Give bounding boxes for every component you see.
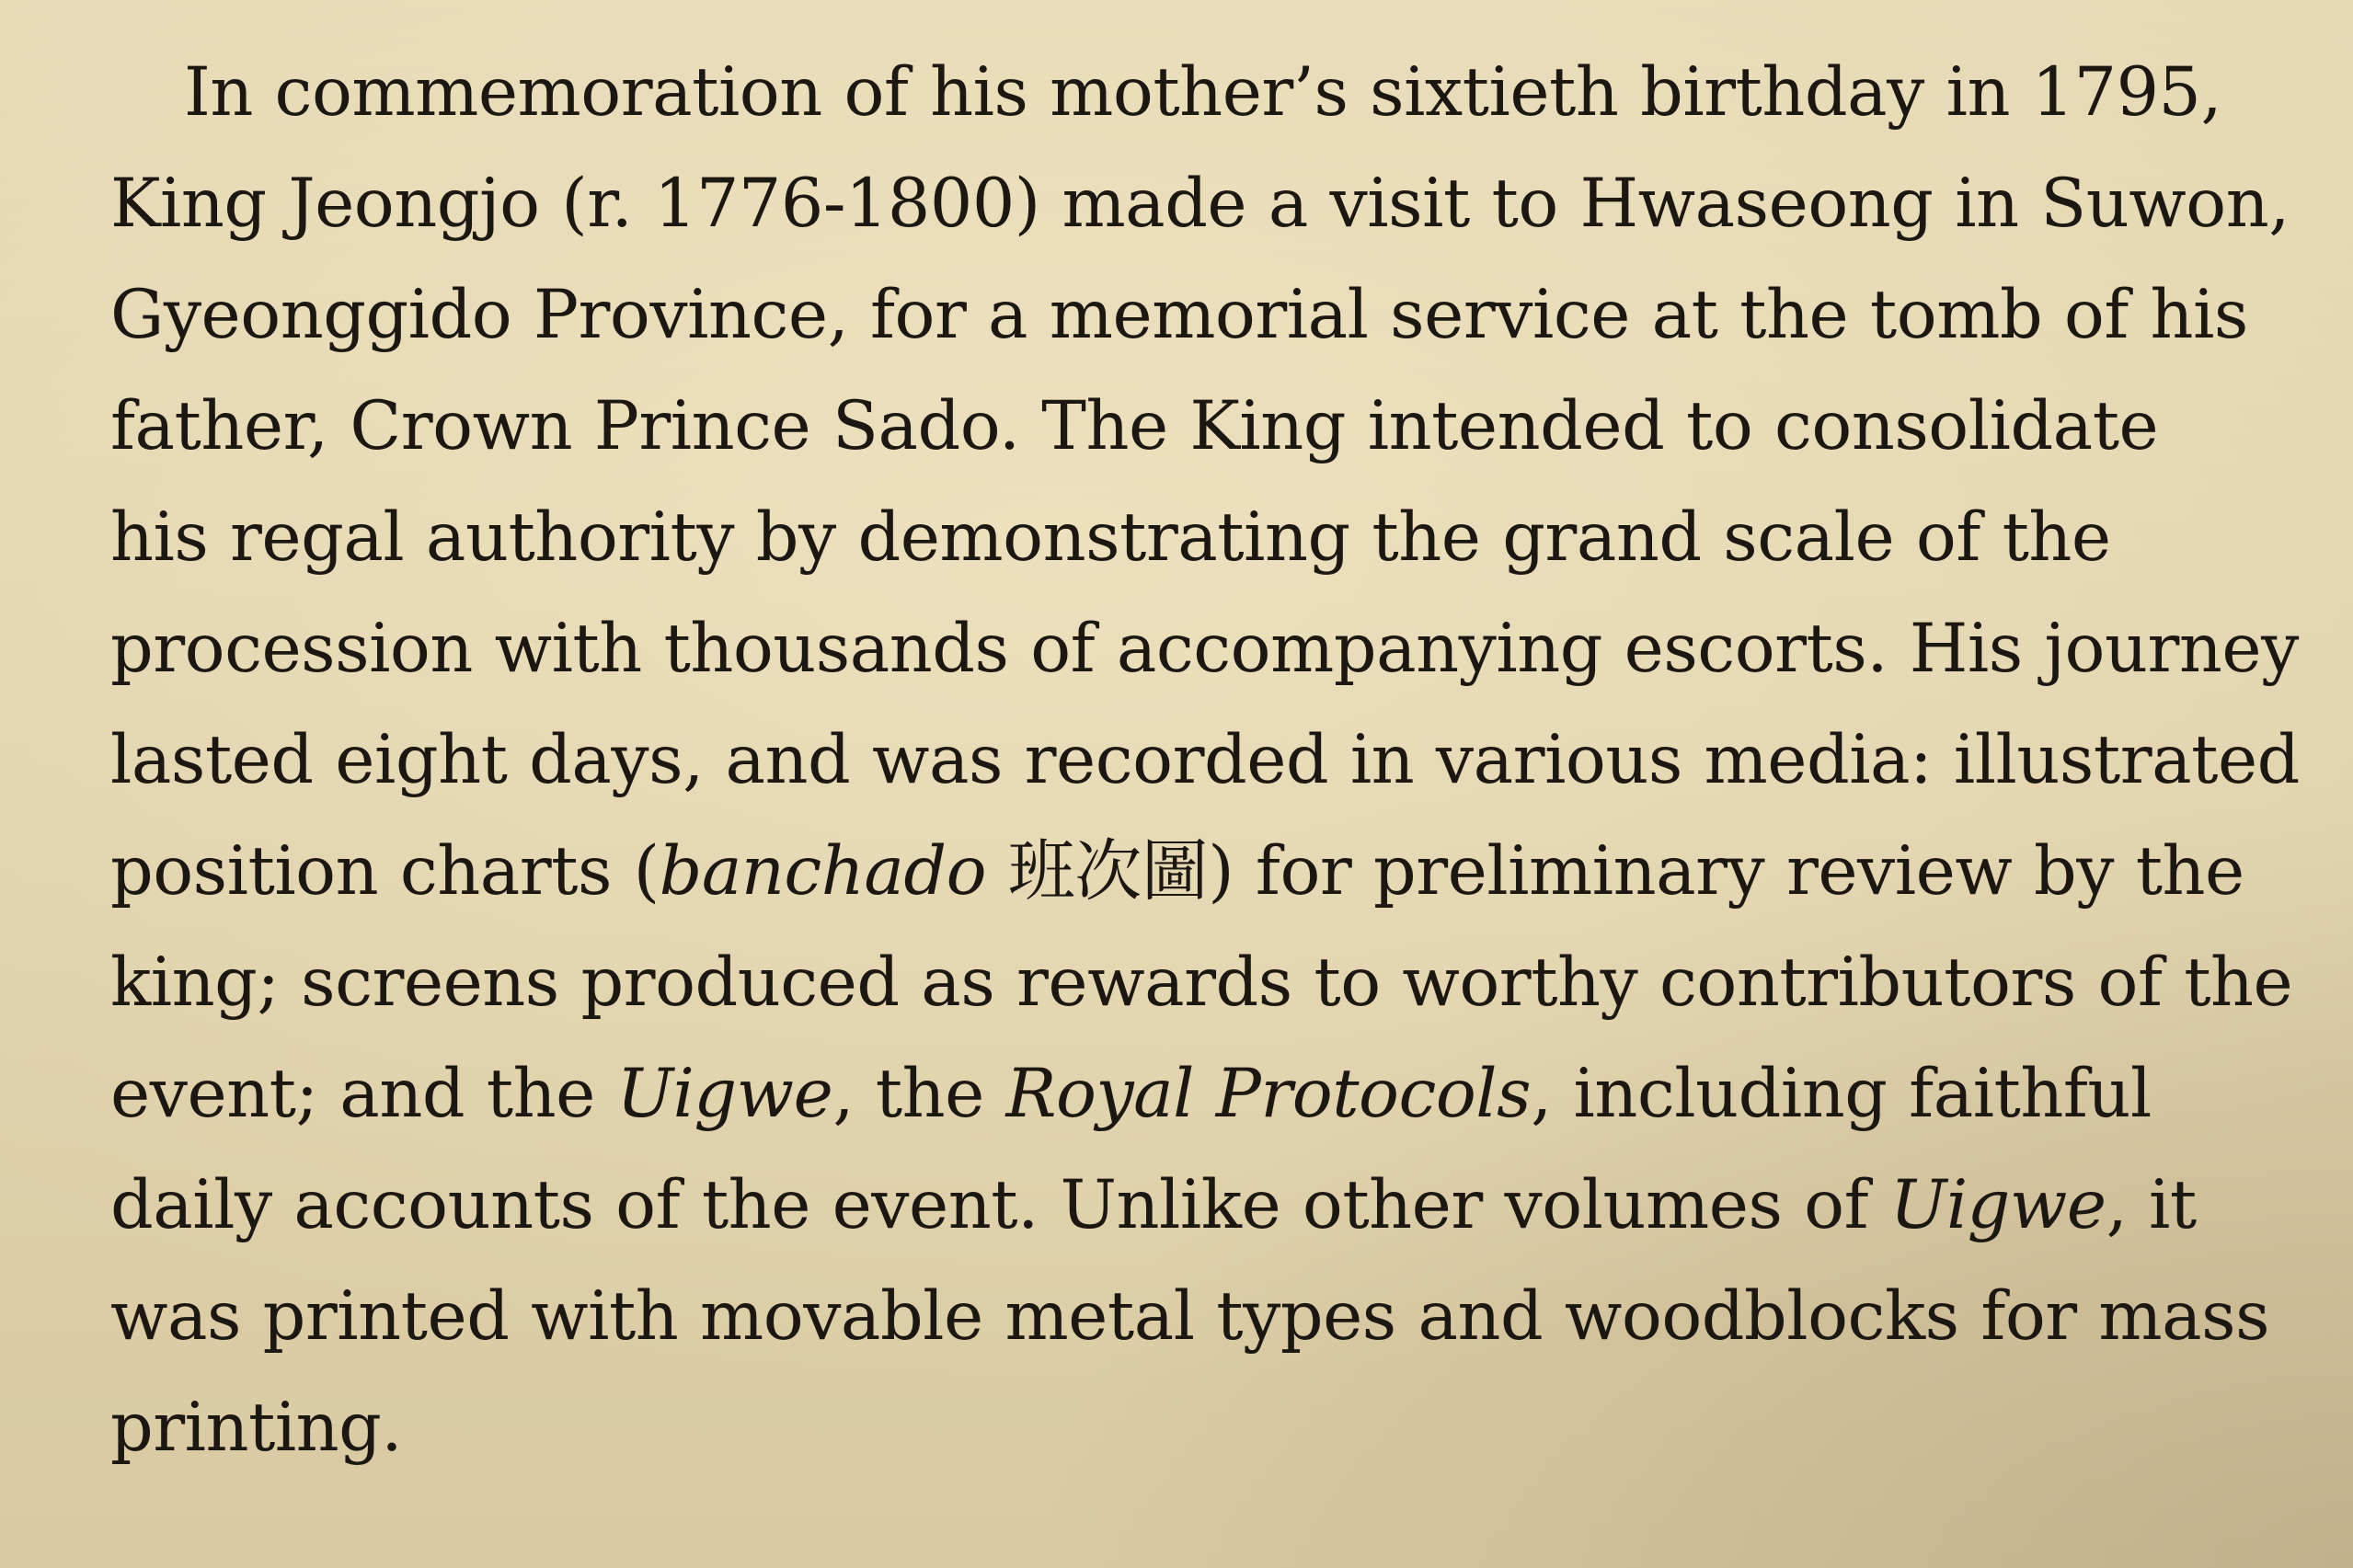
text-line-10: event; and the Uigwe, the Royal Protocols, including faithful — [110, 1055, 2152, 1133]
text-line-3: Gyeonggido Province, for a memorial service at the tomb of his — [110, 276, 2248, 354]
term-royal-protocols: Royal Protocols — [1005, 1055, 1532, 1133]
term-uigwe-2: Uigwe — [1889, 1166, 2106, 1244]
term-uigwe: Uigwe — [616, 1055, 833, 1133]
text-line-13: printing. — [110, 1389, 403, 1467]
text-line-1: In commemoration of his mother’s sixtieth birthday in 1795, — [184, 53, 2222, 132]
text-line-9: king; screens produced as rewards to worthy contributors of the — [110, 944, 2293, 1022]
text-line-4: father, Crown Prince Sado. The King intended to consolidate — [110, 387, 2159, 465]
text-line-8: position charts (banchado 班次圖) for preliminary review by the — [110, 832, 2244, 910]
text-line-2: King Jeongjo (r. 1776-1800) made a visit to Hwaseong in Suwon, — [110, 165, 2290, 243]
text-line-7: lasted eight days, and was recorded in various media: illustrated — [110, 721, 2300, 799]
text-line-5: his regal authority by demonstrating the grand scale of the — [110, 498, 2111, 577]
placard-text — [110, 37, 2300, 1483]
text-line-12: was printed with movable metal types and woodblocks for mass — [110, 1277, 2270, 1356]
text-line-6: procession with thousands of accompanying escorts. His journey — [110, 610, 2299, 688]
term-banchado: banchado — [659, 832, 987, 910]
text-line-11: daily accounts of the event. Unlike other volumes of Uigwe, it — [110, 1166, 2197, 1244]
